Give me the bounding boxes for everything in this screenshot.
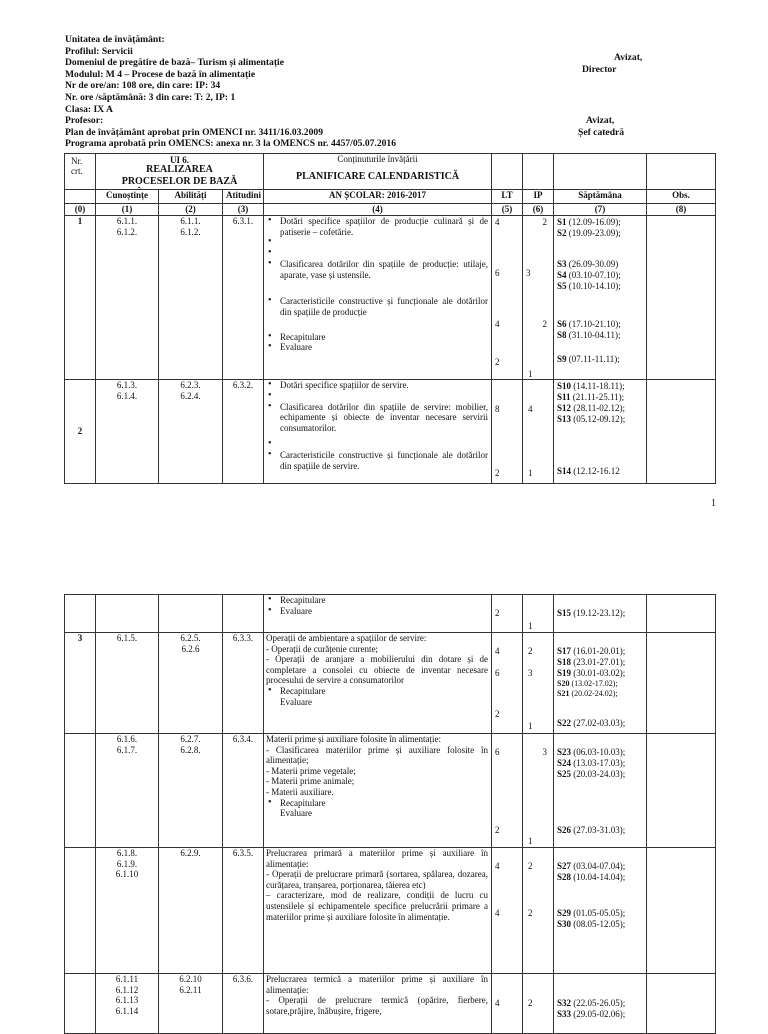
- row-cunostinte: 6.1.1. 6.1.2.: [96, 216, 159, 380]
- row-abilitati: 6.2.5. 6.2.6: [159, 633, 223, 734]
- header-line: Nr de ore/an: 108 ore, din care: IP: 34: [65, 80, 221, 92]
- week-item: S1 (12.09-16.09);: [557, 217, 621, 227]
- week-item: S17 (16.01-20.01);: [557, 646, 626, 656]
- document-header: [65, 34, 396, 150]
- row-ip: 2 3 1: [523, 633, 554, 734]
- row-cunostinte: 6.1.5.: [96, 633, 159, 734]
- table-row: [65, 734, 716, 848]
- row-topics: [264, 216, 492, 380]
- topic-item: • Recapitulare: [266, 595, 488, 606]
- week-item: S10 (14.11-18.11);: [557, 381, 625, 391]
- idx-2: (2): [159, 204, 223, 216]
- row-abilitati: 6.2.7. 6.2.8.: [159, 734, 223, 848]
- idx-1: (1): [96, 204, 159, 216]
- row-lt: 4 6 2: [492, 633, 523, 734]
- week-item: S5 (10.10-14.10);: [557, 281, 621, 291]
- topic-item: • Recapitulare: [266, 332, 488, 343]
- idx-6: (6): [523, 204, 554, 216]
- header-line: Clasa: IX A: [65, 103, 113, 115]
- row-cunostinte: 6.1.11 6.1.12 6.1.13 6.1.14: [96, 974, 159, 1034]
- week-item: S24 (13.03-17.03);: [557, 758, 626, 768]
- table-row: [65, 633, 716, 734]
- idx-3: (3): [223, 204, 264, 216]
- row-atitudini: 6.3.2.: [223, 380, 264, 484]
- topic-item: • Caracteristicile constructive și funcționale ale dotărilor din spațiile de servire.: [266, 450, 488, 471]
- week-item: S25 (20.03-24.03);: [557, 769, 626, 779]
- topic-text: Prelucrarea termică a materiilor prime și auxiliare în alimentație: - Operații de prelucrare termică (opărire, fierbere, sotare,prăjire, înăbușire, frigere,: [266, 974, 488, 1016]
- row-topics: [264, 848, 492, 974]
- header-line: Nr. ore /săptămână: 3 din care: T: 2, IP: 1: [65, 91, 236, 103]
- topic-text: Prelucrarea primară a materiilor prime și auxiliare în alimentație: - Operații de prelucrare primară (sortarea, spălarea, dozarea, curățarea, tranșarea, porționarea, tăierea etc) – caracterizare, mod de realizare, condiții de lucru cu ustensilele și echipamentele specifice prelucrării primare a materiilor prime și auxiliare folosite în alimentație.: [266, 848, 488, 922]
- row-weeks: [554, 734, 647, 848]
- row-ip: 2 3 2 1: [523, 216, 554, 380]
- row-abilitati: 6.1.1. 6.1.2.: [159, 216, 223, 380]
- week-item: S12 (28.11-02.12);: [557, 403, 625, 413]
- week-item: S21 (20.02-24.02);: [557, 689, 618, 698]
- topic-item: • Evaluare: [266, 606, 488, 617]
- week-item: S30 (08.05-12.05);: [557, 919, 626, 929]
- table-row: [65, 380, 716, 484]
- topic-item: • Evaluare: [266, 342, 488, 353]
- topic-item: • Clasificarea dotărilor din spațiile de servire: mobilier, echipamente și obiecte de inventar necesare servirii consumatorilor.: [266, 402, 488, 434]
- row-atitudini: 6.3.1.: [223, 216, 264, 380]
- week-item: S9 (07.11-11.11);: [557, 354, 620, 364]
- week-item: S15 (19.12-23.12);: [557, 608, 626, 618]
- row-lt: 8 2: [492, 380, 523, 484]
- module-title-cell: UI 6. REALIZAREA PROCESELOR DE BAZĂ: [96, 154, 264, 190]
- row-nr: 1: [65, 216, 96, 380]
- topic-item-empty: [266, 391, 488, 402]
- header-line: Modulul: M 4 – Procese de bază în alimentație: [65, 68, 256, 80]
- week-item: S26 (27.03-31.03);: [557, 825, 626, 835]
- row-topics: [264, 974, 492, 1034]
- topic-item: Evaluare: [280, 696, 312, 707]
- row-abilitati: 6.2.3. 6.2.4.: [159, 380, 223, 484]
- col-atitudini: Atitudini: [223, 190, 264, 204]
- row-cunostinte: 6.1.6. 6.1.7.: [96, 734, 159, 848]
- table-row: [65, 216, 716, 380]
- idx-0: (0): [65, 204, 96, 216]
- topic-item: • Dotări specifice spațiilor de servire.: [266, 380, 488, 391]
- week-item: S3 (26.09-30.09): [557, 259, 619, 269]
- header-line: Programa aprobată prin OMENCS: anexa nr. 3 la OMENCS nr. 4457/05.07.2016: [65, 138, 397, 150]
- row-ip: 4 1: [523, 380, 554, 484]
- aviz-director-role: Director: [582, 64, 617, 75]
- col-cunostinte: Cunoștințe: [96, 190, 159, 204]
- col-abilitati: Abilități: [159, 190, 223, 204]
- row-abilitati: 6.2.9.: [159, 848, 223, 974]
- row-lt: 4 4: [492, 848, 523, 974]
- row-lt: 2: [492, 595, 523, 633]
- row-atitudini: 6.3.4.: [223, 734, 264, 848]
- row-weeks: [554, 216, 647, 380]
- topic-item: Evaluare: [280, 808, 312, 819]
- week-item: S29 (01.05-05.05);: [557, 908, 626, 918]
- topic-item-empty: [266, 248, 488, 259]
- week-item: S18 (23.01-27.01);: [557, 657, 626, 667]
- topic-item: • Recapitulare: [266, 686, 488, 697]
- row-topics: [264, 595, 492, 633]
- row-weeks: [554, 380, 647, 484]
- planning-table-page2: [64, 594, 716, 1034]
- table-row: [65, 595, 716, 633]
- week-item: S32 (22.05-26.05);: [557, 998, 626, 1008]
- week-item: S33 (29.05-02.06);: [557, 1009, 626, 1019]
- week-item: S6 (17.10-21.10);: [557, 319, 621, 329]
- row-weeks: [554, 974, 647, 1034]
- header-line: Profilul: Servicii: [65, 45, 133, 57]
- week-item: S27 (03.04-07.04);: [557, 861, 626, 871]
- aviz-director-label: Avizat,: [614, 52, 643, 63]
- topic-item: • Caracteristicile constructive și funcționale ale dotărilor din spațiile de producție: [266, 296, 488, 317]
- row-atitudini: 6.3.6.: [223, 974, 264, 1034]
- aviz-sef-role: Șef catedră: [578, 127, 625, 138]
- idx-4: (4): [264, 204, 492, 216]
- week-item: S11 (21.11-25.11);: [557, 392, 625, 402]
- row-cunostinte: 6.1.8. 6.1.9. 6.1.10: [96, 848, 159, 974]
- row-nr: 2: [65, 380, 96, 484]
- row-weeks: [554, 595, 647, 633]
- header-line: Plan de învățământ aprobat prin OMENCI nr. 3411/16.03.2009: [65, 126, 323, 138]
- idx-7: (7): [554, 204, 647, 216]
- header-line: Profesor:: [65, 115, 104, 127]
- row-weeks: [554, 848, 647, 974]
- topic-item: • Dotări specifice spațiilor de producție culinară și de patiserie – cofetărie.: [266, 216, 488, 237]
- row-cunostinte: 6.1.3. 6.1.4.: [96, 380, 159, 484]
- week-item: S2 (19.09-23.09);: [557, 228, 621, 238]
- row-atitudini: 6.3.3.: [223, 633, 264, 734]
- row-ip: 3 1: [523, 734, 554, 848]
- week-item: S13 (05.12-09.12);: [557, 414, 626, 424]
- table-row: [65, 848, 716, 974]
- idx-8: (8): [647, 204, 716, 216]
- topic-text: Materii prime și auxiliare folosite în alimentație: - Clasificarea materiilor prime și auxiliare folosite în alimentație; - Materii prime vegetale; - Materii prime animale; - Materii auxiliare.: [266, 734, 488, 797]
- row-ip: 2 2: [523, 848, 554, 974]
- row-lt: 4: [492, 974, 523, 1034]
- row-lt: 6 2: [492, 734, 523, 848]
- nr-crt-header: Nr. crt.: [65, 154, 96, 190]
- row-ip: 2: [523, 974, 554, 1034]
- row-topics: [264, 734, 492, 848]
- topic-text: Operații de ambientare a spațiilor de servire: - Operații de curățenie curente; - Operații de aranjare a mobilierului din dotare și de completare a consolei cu obiecte de inventar necesare procesului de servire a consumatorilor: [266, 633, 488, 686]
- week-item: S22 (27.02-03.03);: [557, 718, 626, 728]
- week-item: S19 (30.01-03.02);: [557, 668, 626, 678]
- row-topics: [264, 633, 492, 734]
- topic-item-empty: [266, 237, 488, 248]
- row-abilitati: 6.2.10 6.2.11: [159, 974, 223, 1034]
- week-item: S28 (10.04-14.04);: [557, 872, 626, 882]
- planning-table-page1: [64, 153, 716, 484]
- col-obs: Obs.: [647, 190, 716, 204]
- week-item: S20 (13.02-17.02);: [557, 679, 618, 688]
- page-number: 1: [711, 498, 716, 509]
- idx-5: (5): [492, 204, 523, 216]
- row-atitudini: 6.3.5.: [223, 848, 264, 974]
- week-item: S23 (06.03-10.03);: [557, 747, 626, 757]
- row-ip: 1: [523, 595, 554, 633]
- row-nr: 3: [65, 633, 96, 734]
- school-year: AN ȘCOLAR: 2016-2017: [264, 190, 492, 204]
- row-lt: 4 6 4 2: [492, 216, 523, 380]
- header-line: Unitatea de învățământ:: [65, 34, 165, 45]
- col-lt: LT: [492, 190, 523, 204]
- topic-item-empty: [266, 439, 488, 450]
- row-topics: [264, 380, 492, 484]
- header-line: Domeniul de pregătire de bază– Turism și alimentație: [65, 57, 284, 69]
- plan-title-cell: Conținuturile învățării PLANIFICARE CALENDARISTICĂ: [264, 154, 492, 190]
- week-item: S4 (03.10-07.10);: [557, 270, 621, 280]
- row-weeks: [554, 633, 647, 734]
- week-item: S8 (31.10-04.11);: [557, 330, 621, 340]
- col-saptamana: Săptămâna: [554, 190, 647, 204]
- table-row: [65, 974, 716, 1034]
- topic-item: • Recapitulare: [266, 798, 488, 809]
- topic-item: • Clasificarea dotărilor din spațiile de producție: utilaje, aparate, vase și ustensile.: [266, 259, 488, 280]
- col-ip: IP: [523, 190, 554, 204]
- aviz-sef-label: Avizat,: [586, 115, 615, 126]
- week-item: S14 (12.12-16.12: [557, 466, 620, 476]
